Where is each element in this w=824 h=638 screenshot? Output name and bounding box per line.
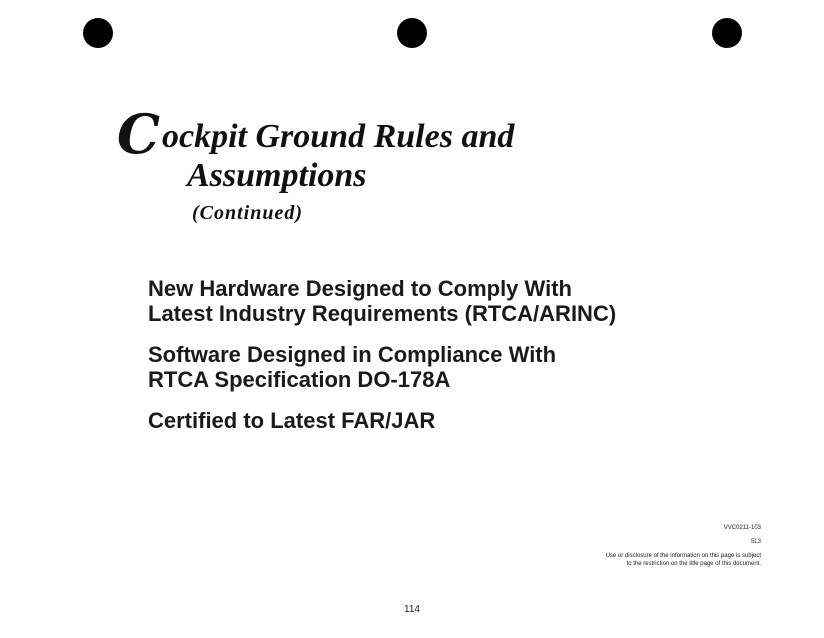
bullet-line: Latest Industry Requirements (RTCA/ARINC) [148,301,617,326]
document-revision: 5L3 [750,539,761,545]
title-subtitle: (Continued) [192,202,304,224]
title-line-2: Assumptions [187,157,367,194]
binder-hole-right [712,18,742,48]
bullet-line: Software Designed in Compliance With [148,342,557,367]
restriction-notice-line-2: to the restriction on the title page of this document. [626,561,761,567]
bullet-line: RTCA Specification DO-178A [148,367,451,392]
bullet-line: New Hardware Designed to Comply With [148,276,572,301]
page-number: 114 [404,604,420,615]
bullet-item-hardware [148,276,708,326]
bullet-item-certification [148,408,708,433]
document-code: VVC0211-103 [723,525,761,531]
document-footer [501,524,761,568]
bullet-list [148,276,708,449]
binder-hole-center [397,18,427,48]
bullet-item-software [148,342,708,392]
binder-hole-left [83,18,113,48]
title-drop-cap: C [117,102,160,166]
title-line-1: ockpit Ground Rules and [162,118,515,155]
restriction-notice-line-1: Use or disclosure of the information on this page is subject [605,553,761,559]
bullet-line: Certified to Latest FAR/JAR [148,408,436,433]
page-title [117,104,637,234]
